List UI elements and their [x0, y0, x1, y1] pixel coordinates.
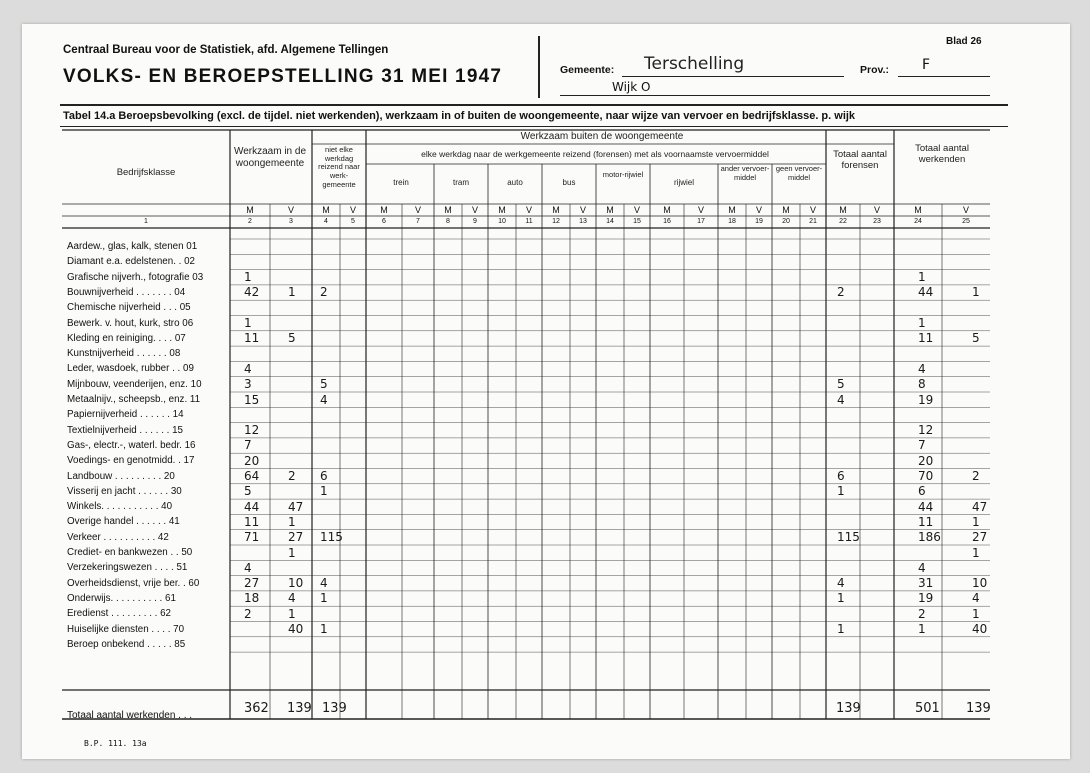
row-label: Landbouw . . . . . . . . . 20 [67, 470, 175, 482]
header-geen: geen vervoer-middel [775, 164, 823, 182]
header-buiten: Werkzaam buiten de woongemeente [520, 131, 684, 142]
cell-c2: 64 [244, 469, 260, 483]
header-werkzaam-in: Werkzaam in de woongemeente [233, 146, 307, 169]
cell-c24: 7 [918, 438, 926, 453]
cell-c2: 18 [244, 591, 260, 606]
m-label: M [606, 205, 614, 215]
cell-c3: 47 [288, 499, 304, 514]
row-label: Mijnbouw, veenderijen, enz. 10 [67, 378, 202, 390]
row-label: Huiselijke diensten . . . . 70 [67, 623, 185, 635]
row-label: Chemische nijverheid . . . 05 [67, 302, 191, 314]
cell-c2: 4 [244, 560, 252, 575]
cell-c2: 42 [244, 285, 260, 300]
v-label: V [349, 205, 356, 215]
totals-label: Totaal aantal werkenden . . . [67, 710, 193, 721]
column-number: 6 [382, 218, 386, 225]
column-number: 3 [289, 218, 293, 225]
cell-c3: 27 [288, 530, 304, 545]
cell-c24: 12 [918, 423, 934, 438]
v-label: V [962, 205, 969, 215]
cell-c25: 1 [972, 606, 980, 621]
prov-value: F [922, 57, 931, 73]
column-number: 5 [351, 218, 355, 225]
total-c25: 139 [966, 701, 991, 716]
cell-c2: 4 [244, 361, 252, 376]
column-number: 20 [782, 218, 790, 225]
cell-c2: 5 [244, 484, 252, 499]
cell-c22: 4 [837, 392, 845, 407]
header-bedrijfsklasse: Bedrijfsklasse [116, 167, 176, 178]
prov-label: Prov.: [860, 64, 889, 76]
m-label: M [498, 205, 506, 215]
column-number: 23 [873, 218, 881, 225]
column-number: 2 [248, 218, 252, 225]
m-label: M [322, 205, 330, 215]
cell-c24: 186 [918, 530, 941, 545]
column-number: 22 [839, 218, 847, 225]
cell-c2: 1 [244, 316, 252, 330]
column-number: 9 [473, 218, 477, 225]
column-number: 15 [633, 218, 641, 225]
row-label: Crediet- en bankwezen . . 50 [67, 547, 193, 558]
cell-c22: 6 [837, 469, 845, 483]
v-label: V [579, 205, 586, 215]
cell-c3: 1 [288, 606, 296, 621]
cell-c3: 1 [288, 514, 296, 529]
form-code: B.P. 111. 13a [84, 739, 147, 748]
cell-c4: 1 [320, 484, 328, 499]
column-number: 19 [755, 218, 763, 225]
cell-c3: 10 [288, 576, 304, 591]
cell-c2: 20 [244, 453, 260, 468]
v-label: V [414, 205, 421, 215]
header-elke-werkdag: elke werkdag naar de werkgemeente reizend (forensen) met als voornaamste vervoermiddel [421, 149, 769, 159]
m-label: M [246, 205, 254, 215]
total-c3: 139 [287, 701, 312, 716]
m-label: M [444, 205, 452, 215]
v-label: V [525, 205, 532, 215]
v-label: V [633, 205, 640, 215]
cell-c25: 40 [972, 622, 988, 636]
row-label: Verzekeringswezen . . . . 51 [67, 562, 188, 574]
cell-c25: 2 [972, 469, 980, 483]
cell-c24: 8 [918, 377, 926, 392]
header-rijwiel: rijwiel [674, 178, 694, 187]
column-number: 25 [962, 218, 970, 225]
column-number: 24 [914, 218, 922, 225]
cell-c2: 71 [244, 530, 260, 545]
bureau-line: Centraal Bureau voor de Statistiek, afd. Algemene Tellingen [63, 44, 389, 56]
cell-c24: 1 [918, 270, 926, 285]
row-label: Overheidsdienst, vrije ber. . 60 [67, 577, 200, 589]
cell-c22: 1 [837, 622, 845, 636]
column-number: 14 [606, 218, 614, 225]
cell-c3: 2 [288, 469, 296, 483]
cell-c22: 2 [837, 285, 845, 300]
cell-c25: 27 [972, 530, 988, 545]
cell-c25: 47 [972, 499, 988, 514]
header-motor: motor-rijwiel [602, 170, 644, 179]
column-number: 7 [416, 218, 420, 225]
m-label: M [914, 205, 922, 215]
column-number: 10 [498, 218, 506, 225]
column-number: 21 [809, 218, 817, 225]
row-label: Beroep onbekend . . . . . 85 [67, 638, 186, 650]
cell-c3: 4 [288, 591, 296, 606]
row-label: Leder, wasdoek, rubber . . 09 [67, 363, 194, 375]
cell-c4: 1 [320, 622, 328, 636]
column-number: 17 [697, 218, 705, 225]
row-label: Verkeer . . . . . . . . . . 42 [67, 531, 169, 543]
v-label: V [471, 205, 478, 215]
header-bus: bus [562, 178, 576, 187]
cell-c2: 15 [244, 392, 260, 407]
cell-c24: 19 [918, 392, 934, 407]
cell-c2: 2 [244, 606, 252, 621]
v-label: V [755, 205, 762, 215]
column-number: 1 [144, 218, 148, 225]
cell-c24: 19 [918, 591, 934, 606]
cell-c25: 1 [972, 545, 980, 560]
column-number: 18 [728, 218, 736, 225]
cell-c25: 1 [972, 285, 980, 300]
header-trein: trein [393, 178, 409, 187]
cell-c24: 4 [918, 560, 926, 575]
gemeente-value: Terschelling [644, 54, 745, 74]
cell-c2: 1 [244, 270, 252, 285]
row-label: Bewerk. v. hout, kurk, stro 06 [67, 317, 194, 329]
cell-c25: 10 [972, 576, 988, 591]
cell-c24: 70 [918, 469, 934, 483]
header-auto: auto [507, 178, 523, 187]
gemeente-label: Gemeente: [560, 64, 615, 76]
m-label: M [839, 205, 847, 215]
m-label: M [782, 205, 790, 215]
header-totaal-werkenden: Totaal aantal werkenden [915, 143, 969, 165]
wijk-value: Wijk O [612, 80, 651, 94]
sheet-number: Blad 26 [946, 36, 982, 47]
cell-c24: 1 [918, 316, 926, 330]
cell-c24: 11 [918, 331, 934, 346]
header-niet-elke: niet elke werkdag reizend naar werk-gemeente [318, 145, 360, 189]
row-label: Onderwijs. . . . . . . . . . 61 [67, 592, 176, 604]
v-label: V [873, 205, 880, 215]
cell-c22: 115 [837, 530, 860, 545]
row-label: Diamant e.a. edelstenen. . 02 [67, 256, 195, 268]
cell-c24: 20 [918, 453, 934, 468]
row-label: Kunstnijverheid . . . . . . 08 [67, 348, 181, 360]
row-label: Voedings- en genotmidd. . 17 [67, 455, 195, 467]
cell-c3: 1 [288, 285, 296, 300]
cell-c2: 11 [244, 514, 260, 529]
cell-c22: 1 [837, 591, 845, 606]
row-label: Grafische nijverh., fotografie 03 [67, 271, 204, 283]
column-number: 16 [663, 218, 671, 225]
cell-c24: 44 [918, 285, 934, 300]
m-label: M [728, 205, 736, 215]
column-number: 12 [552, 218, 560, 225]
cell-c2: 3 [244, 377, 252, 392]
header-tram: tram [453, 178, 469, 187]
cell-c24: 6 [918, 484, 926, 499]
v-label: V [809, 205, 816, 215]
m-label: M [380, 205, 388, 215]
cell-c24: 11 [918, 514, 934, 529]
cell-c2: 27 [244, 576, 260, 591]
cell-c24: 44 [918, 499, 934, 514]
row-label: Visserij en jacht . . . . . . 30 [67, 485, 182, 497]
m-label: M [663, 205, 671, 215]
total-c4: 139 [322, 701, 347, 716]
row-label: Kleding en reiniging. . . . 07 [67, 332, 186, 344]
cell-c24: 31 [918, 576, 934, 591]
header-ander: ander vervoer-middel [720, 164, 770, 182]
row-label: Metaalnijv., scheepsb., enz. 11 [67, 394, 201, 405]
cell-c2: 12 [244, 423, 260, 438]
column-number: 8 [446, 218, 450, 225]
row-label: Gas-, electr.-, waterl. bedr. 16 [67, 439, 196, 451]
cell-c24: 1 [918, 622, 926, 636]
v-label: V [697, 205, 704, 215]
cell-c24: 2 [918, 606, 926, 621]
row-label: Bouwnijverheid . . . . . . . 04 [67, 286, 186, 298]
cell-c4: 4 [320, 392, 328, 407]
cell-c2: 11 [244, 331, 260, 346]
cell-c3: 5 [288, 331, 296, 346]
cell-c25: 1 [972, 514, 980, 529]
cell-c22: 4 [837, 576, 845, 591]
row-label: Overige handel . . . . . . 41 [67, 516, 180, 528]
cell-c22: 5 [837, 377, 845, 392]
row-label: Textielnijverheid . . . . . . 15 [67, 424, 183, 436]
cell-c4: 115 [320, 530, 343, 545]
cell-c2: 7 [244, 438, 252, 453]
total-c2: 362 [244, 701, 269, 716]
column-number: 13 [579, 218, 587, 225]
cell-c24: 4 [918, 361, 926, 376]
cell-c3: 1 [288, 545, 296, 560]
cell-c25: 5 [972, 331, 980, 346]
row-label: Papiernijverheid . . . . . . 14 [67, 409, 184, 421]
m-label: M [552, 205, 560, 215]
row-label: Winkels. . . . . . . . . . . 40 [67, 501, 173, 513]
cell-c4: 6 [320, 469, 328, 483]
column-number: 11 [525, 218, 533, 225]
table-title: Tabel 14.a Beroepsbevolking (excl. de tijdel. niet werkenden), werkzaam in of buiten de woongemeente, naar wijze van vervoer en bedrijfsklasse. p. wijk [63, 110, 856, 122]
cell-c4: 2 [320, 285, 328, 300]
row-label: Eredienst . . . . . . . . . 62 [67, 608, 172, 620]
cell-c25: 4 [972, 591, 980, 606]
v-label: V [287, 205, 294, 215]
row-label: Aardew., glas, kalk, stenen 01 [67, 241, 198, 252]
cell-c2: 44 [244, 499, 260, 514]
header-totaal-forensen: Totaal aantal forensen [833, 149, 887, 171]
cell-c4: 1 [320, 591, 328, 606]
column-number: 4 [324, 218, 328, 225]
cell-c4: 5 [320, 377, 328, 392]
total-c22: 139 [836, 701, 861, 716]
cell-c22: 1 [837, 484, 845, 499]
cell-c3: 40 [288, 622, 304, 636]
cell-c4: 4 [320, 576, 328, 591]
form-title: VOLKS- EN BEROEPSTELLING 31 MEI 1947 [63, 66, 503, 87]
total-c24: 501 [915, 701, 940, 716]
